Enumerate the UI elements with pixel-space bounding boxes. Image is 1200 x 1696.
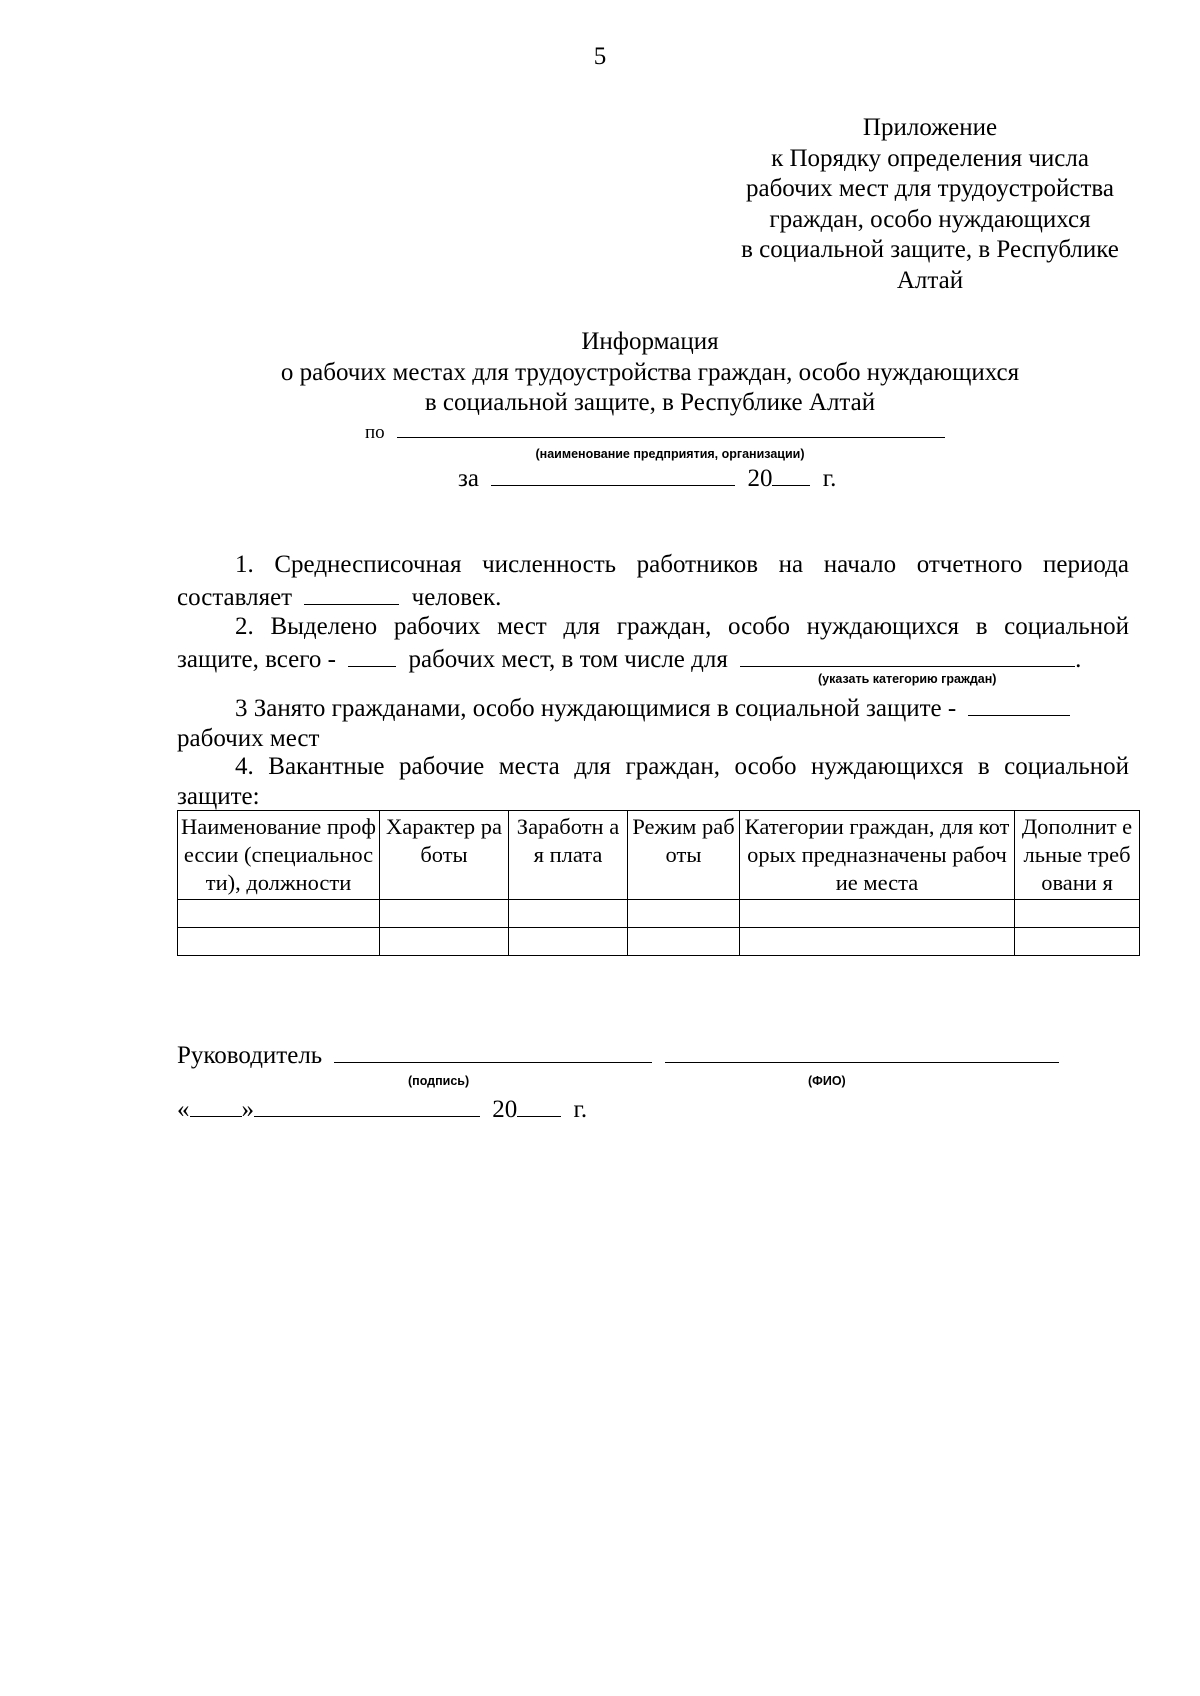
table-header-row: [178, 811, 1140, 900]
date-row: [177, 1094, 587, 1125]
appendix-line: граждан, особо нуждающихся: [769, 205, 1091, 233]
period-year-prefix: 20: [747, 465, 773, 492]
org-caption: (наименование предприятия, организации): [535, 447, 805, 461]
signature-row: [177, 1040, 1059, 1071]
citizen-category-field[interactable]: [740, 644, 1075, 667]
document-title: [180, 327, 1120, 419]
title-heading: Информация: [581, 328, 719, 355]
period-prefix: за: [458, 465, 479, 492]
appendix-line: Алтай: [896, 266, 964, 294]
period-row: [458, 463, 836, 494]
period-year-field[interactable]: [772, 463, 810, 486]
appendix-line: в социальной защите, в Республике: [741, 236, 1119, 263]
signature-label: Руководитель: [177, 1042, 323, 1069]
period-year-suffix: г.: [822, 465, 837, 492]
close-quote: »: [241, 1096, 254, 1123]
vacancies-table: [177, 810, 1140, 956]
org-name-field[interactable]: [397, 418, 945, 438]
column-header: Категории граждан, для которых предназначены рабочие места: [740, 811, 1015, 900]
category-caption: (указать категорию граждан): [818, 672, 997, 686]
table-cell[interactable]: [740, 900, 1015, 928]
item-3-line2: рабочих мест: [177, 725, 320, 752]
table-cell[interactable]: [509, 900, 628, 928]
column-header: Наименование профессии (специальности), должности: [178, 811, 380, 900]
open-quote: «: [177, 1096, 190, 1123]
day-field[interactable]: [190, 1094, 242, 1117]
table-cell[interactable]: [628, 928, 740, 956]
table-cell[interactable]: [628, 900, 740, 928]
item-2-line2: защите, всего - рабочих мест, в том числе для .: [177, 646, 1082, 673]
table-cell[interactable]: [1015, 900, 1140, 928]
date-year-field[interactable]: [517, 1094, 561, 1117]
table-cell[interactable]: [1015, 928, 1140, 956]
item-1-line1: 1. Среднесписочная численность работников на начало отчетного периода: [235, 551, 1129, 578]
appendix-block: [700, 113, 1160, 296]
item-2-line1: 2. Выделено рабочих мест для граждан, особо нуждающихся в социальной: [235, 613, 1129, 640]
headcount-field[interactable]: [304, 582, 399, 605]
appendix-line: рабочих мест для трудоустройства: [745, 175, 1115, 202]
item-4-line2: защите:: [177, 783, 260, 810]
title-line: о рабочих местах для трудоустройства граждан, особо нуждающихся: [280, 358, 1020, 386]
table-row: [178, 928, 1140, 956]
date-year-prefix: 20: [492, 1096, 518, 1123]
column-header: Режим работы: [628, 811, 740, 900]
table-cell[interactable]: [380, 900, 509, 928]
org-prefix: по: [365, 422, 385, 443]
table-cell[interactable]: [178, 900, 380, 928]
item-1-line2: составляет человек.: [177, 584, 502, 611]
signature-field[interactable]: [334, 1040, 652, 1063]
table-row: [178, 900, 1140, 928]
period-field[interactable]: [491, 463, 735, 486]
occupied-places-field[interactable]: [968, 693, 1070, 716]
full-name-field[interactable]: [665, 1040, 1059, 1063]
item-3-line1: 3 Занято гражданами, особо нуждающимися в социальной защите -: [235, 693, 1070, 724]
org-field-row: [365, 418, 945, 444]
date-year-suffix: г.: [573, 1096, 588, 1123]
column-header: Дополнит ельные требовани я: [1015, 811, 1140, 900]
table-cell[interactable]: [178, 928, 380, 956]
month-field[interactable]: [254, 1094, 480, 1117]
column-header: Заработн ая плата: [509, 811, 628, 900]
signature-caption: (подпись): [408, 1074, 470, 1088]
appendix-line: к Порядку определения числа: [771, 144, 1089, 172]
table-cell[interactable]: [740, 928, 1015, 956]
table-cell[interactable]: [380, 928, 509, 956]
page-number: 5: [593, 43, 607, 70]
title-line: в социальной защите, в Республике Алтай: [424, 389, 876, 416]
appendix-line: Приложение: [862, 114, 998, 141]
allocated-places-field[interactable]: [348, 644, 396, 667]
table-cell[interactable]: [509, 928, 628, 956]
item-4-line1: 4. Вакантные рабочие места для граждан, особо нуждающихся в социальной: [235, 753, 1129, 780]
column-header: Характер работы: [380, 811, 509, 900]
full-name-caption: (ФИО): [808, 1074, 846, 1088]
